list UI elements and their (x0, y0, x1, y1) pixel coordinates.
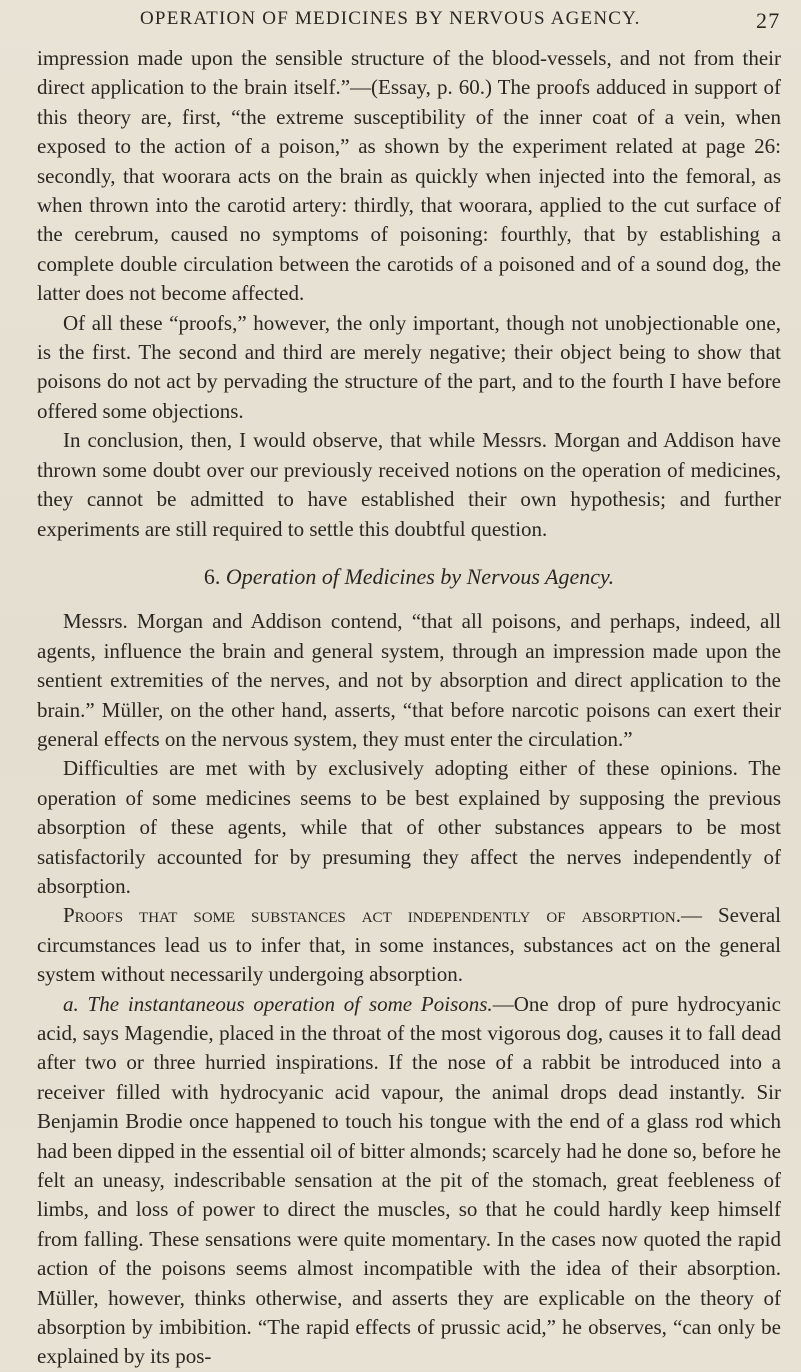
paragraph-instantaneous (37, 990, 781, 1372)
paragraph-continuation: impression made upon the sensible structure of the blood-vessels, and not from their direct application to the brain itself.”—(Essay, p. 60.) The proofs adduced in support of this theory are, first, “the extreme susceptibility of the inner coat of a vein, when exposed to the action of a poison,” as shown by the experiment related at page 26: secondly, that woorara acts on the brain as quickly when injected into the femoral, as when thrown into the carotid artery: thirdly, that woorara, applied to the cut surface of the cerebrum, caused no symptoms of poisoning: fourthly, that by establishing a complete double circulation between the carotids of a poisoned and of a sound dog, the latter does not become affected. (37, 46, 781, 306)
paragraph-proofs-independent (37, 901, 781, 989)
running-title: OPERATION OF MEDICINES BY NERVOUS AGENCY. (140, 8, 641, 29)
instantaneous-text: —One drop of pure hydrocyanic acid, says Magendie, placed in the throat of the most vigorous dog, causes it to fall dead after two or three hurried inspirations. If the nose of a rabbit be introduced into a receiver filled with hydrocyanic acid vapour, the animal drops dead instantly. Sir Benjamin Brodie once happened to touch his tongue with the end of a glass rod which had been dipped in the essential oil of bitter almonds; scarcely had he done so, before he felt an uneasy, indescribable sensation at the pit of the stomach, great feebleness of limbs, and loss of power to direct the muscles, so that he could hardly keep himself from falling. These sensations were quite momentary. In the cases now quoted the rapid action of the poisons seems almost incompatible with the idea of their absorption. Müller, however, thinks otherwise, and asserts they are explicable on the theory of absorption by imbibition. “The rapid effects of prussic acid,” he observes, “can only be explained by its pos- (37, 991, 781, 1369)
instantaneous-subheading: a. The instantaneous operation of some Poisons. (63, 991, 493, 1016)
paragraph-conclusion: In conclusion, then, I would observe, that while Messrs. Morgan and Addison have thrown some doubt over our previously received notions on the operation of medicines, they cannot be admitted to have established their own hypothesis; and further experiments are still required to settle this doubtful question. (37, 428, 781, 541)
proofs-text: Several circumstances lead us to infer that, in some instances, substances act on the general system without necessarily undergoing absorption. (37, 903, 781, 987)
proofs-subheading: Proofs that some substances act independently of absorption.— (63, 903, 702, 928)
body-text (37, 44, 781, 1372)
paragraph-proofs-discussion: Of all these “proofs,” however, the only important, though not unobjectionable one, is the first. The second and third are merely negative; their object being to show that poisons do not act by pervading the structure of the part, and to the fourth I have before offered some objections. (37, 310, 781, 423)
section-title: Operation of Medicines by Nervous Agency. (225, 563, 615, 589)
section-number: 6. (203, 563, 221, 589)
paragraph-morgan-addison: Messrs. Morgan and Addison contend, “that all poisons, and perhaps, indeed, all agents, influence the brain and general system, through an impression made upon the sentient extremities of the nerves, and not by absorption and direct application to the brain.” Müller, on the other hand, asserts, “that before narcotic poisons can exert their general effects on the nervous system, they must enter the circulation.” (37, 609, 781, 751)
section-heading (37, 562, 781, 591)
paragraph-difficulties: Difficulties are met with by exclusively adopting either of these opinions. The operation of some medicines seems to be best explained by supposing the previous absorption of these agents, while that of other substances appears to be most satisfactorily accounted for by presuming they affect the nerves independently of absorption. (37, 756, 781, 898)
page-number: 27 (756, 8, 781, 33)
